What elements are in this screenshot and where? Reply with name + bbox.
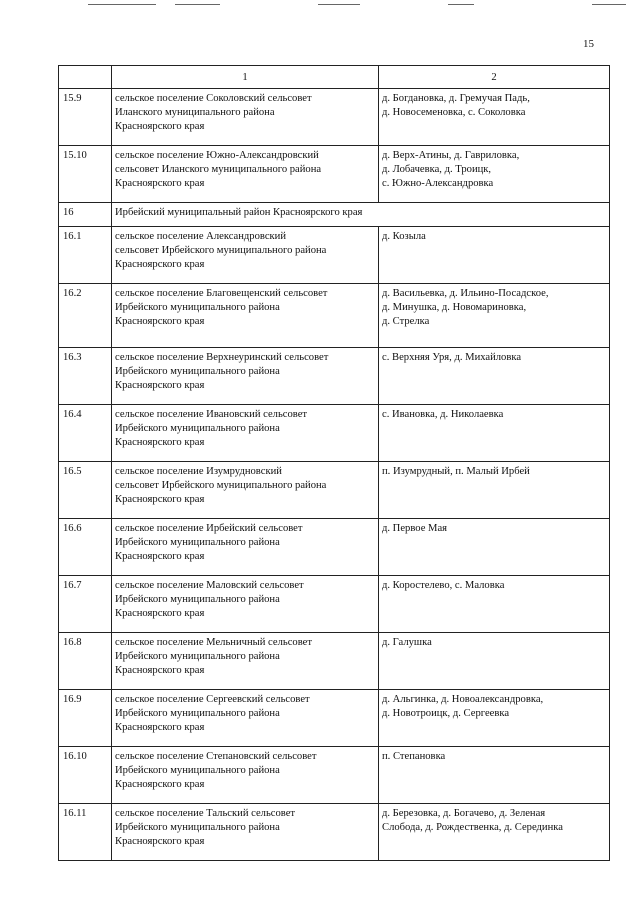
- settlement-list: д. Галушка: [379, 633, 610, 690]
- table-row: [59, 804, 610, 861]
- table-row: [59, 747, 610, 804]
- table-row: [59, 576, 610, 633]
- municipality-name: сельское поселение Мельничный сельсовет Ирбейского муниципального района Красноярского края: [112, 633, 379, 690]
- table-row: [59, 348, 610, 405]
- row-number: 16: [59, 203, 112, 227]
- row-number: 16.8: [59, 633, 112, 690]
- settlement-list: с. Ивановка, д. Николаевка: [379, 405, 610, 462]
- header-cell-settlements: 2: [379, 66, 610, 89]
- municipality-name: сельское поселение Изумрудновский сельсовет Ирбейского муниципального района Красноярского края: [112, 462, 379, 519]
- page-number: 15: [583, 38, 594, 50]
- table-row: [59, 690, 610, 747]
- municipality-name: сельское поселение Ирбейский сельсовет Ирбейского муниципального района Красноярского края: [112, 519, 379, 576]
- row-number: 16.6: [59, 519, 112, 576]
- row-number: 16.9: [59, 690, 112, 747]
- row-number: 15.9: [59, 89, 112, 146]
- settlement-list: д. Васильевка, д. Ильино-Посадское, д. Минушка, д. Новомариновка, д. Стрелка: [379, 284, 610, 348]
- header-cell-number: [59, 66, 112, 89]
- row-number: 16.4: [59, 405, 112, 462]
- municipality-name: сельское поселение Сергеевский сельсовет Ирбейского муниципального района Красноярского края: [112, 690, 379, 747]
- scan-top-edge-marks: [0, 0, 635, 10]
- table-row: [59, 89, 610, 146]
- table-row: [59, 519, 610, 576]
- settlement-list: с. Верхняя Уря, д. Михайловка: [379, 348, 610, 405]
- settlement-list: п. Степановка: [379, 747, 610, 804]
- table-row: [59, 633, 610, 690]
- row-number: 16.10: [59, 747, 112, 804]
- row-number: 16.5: [59, 462, 112, 519]
- settlement-list: д. Верх-Атины, д. Гавриловка, д. Лобачевка, д. Троицк, с. Южно-Александровка: [379, 146, 610, 203]
- municipality-name: сельское поселение Маловский сельсовет Ирбейского муниципального района Красноярского края: [112, 576, 379, 633]
- settlement-list: д. Коростелево, с. Маловка: [379, 576, 610, 633]
- table-header-row: [59, 66, 610, 89]
- table-row: [59, 462, 610, 519]
- settlement-list: п. Изумрудный, п. Малый Ирбей: [379, 462, 610, 519]
- district-name: Ирбейский муниципальный район Красноярского края: [112, 203, 610, 227]
- municipality-name: сельское поселение Ивановский сельсовет Ирбейского муниципального района Красноярского края: [112, 405, 379, 462]
- settlements-table: [58, 65, 610, 861]
- row-number: 15.10: [59, 146, 112, 203]
- municipality-name: сельское поселение Южно-Александровский сельсовет Иланского муниципального района Красноярского края: [112, 146, 379, 203]
- table-row: [59, 227, 610, 284]
- municipality-name: сельское поселение Соколовский сельсовет Иланского муниципального района Красноярского края: [112, 89, 379, 146]
- settlement-list: д. Козыла: [379, 227, 610, 284]
- municipality-name: сельское поселение Благовещенский сельсовет Ирбейского муниципального района Красноярского края: [112, 284, 379, 348]
- row-number: 16.7: [59, 576, 112, 633]
- district-heading-row: [59, 203, 610, 227]
- settlement-list: д. Альгинка, д. Новоалександровка, д. Новотроицк, д. Сергеевка: [379, 690, 610, 747]
- table-row: [59, 405, 610, 462]
- row-number: 16.2: [59, 284, 112, 348]
- table-row: [59, 146, 610, 203]
- table-row: [59, 284, 610, 348]
- header-cell-municipality: 1: [112, 66, 379, 89]
- municipality-name: сельское поселение Степановский сельсовет Ирбейского муниципального района Красноярского края: [112, 747, 379, 804]
- row-number: 16.3: [59, 348, 112, 405]
- settlement-list: д. Березовка, д. Богачево, д. Зеленая Слобода, д. Рождественка, д. Серединка: [379, 804, 610, 861]
- settlement-list: д. Богдановка, д. Гремучая Падь, д. Новосеменовка, с. Соколовка: [379, 89, 610, 146]
- municipality-name: сельское поселение Тальский сельсовет Ирбейского муниципального района Красноярского края: [112, 804, 379, 861]
- row-number: 16.1: [59, 227, 112, 284]
- settlement-list: д. Первое Мая: [379, 519, 610, 576]
- municipality-name: сельское поселение Верхнеуринский сельсовет Ирбейского муниципального района Красноярского края: [112, 348, 379, 405]
- row-number: 16.11: [59, 804, 112, 861]
- municipality-name: сельское поселение Александровский сельсовет Ирбейского муниципального района Красноярского края: [112, 227, 379, 284]
